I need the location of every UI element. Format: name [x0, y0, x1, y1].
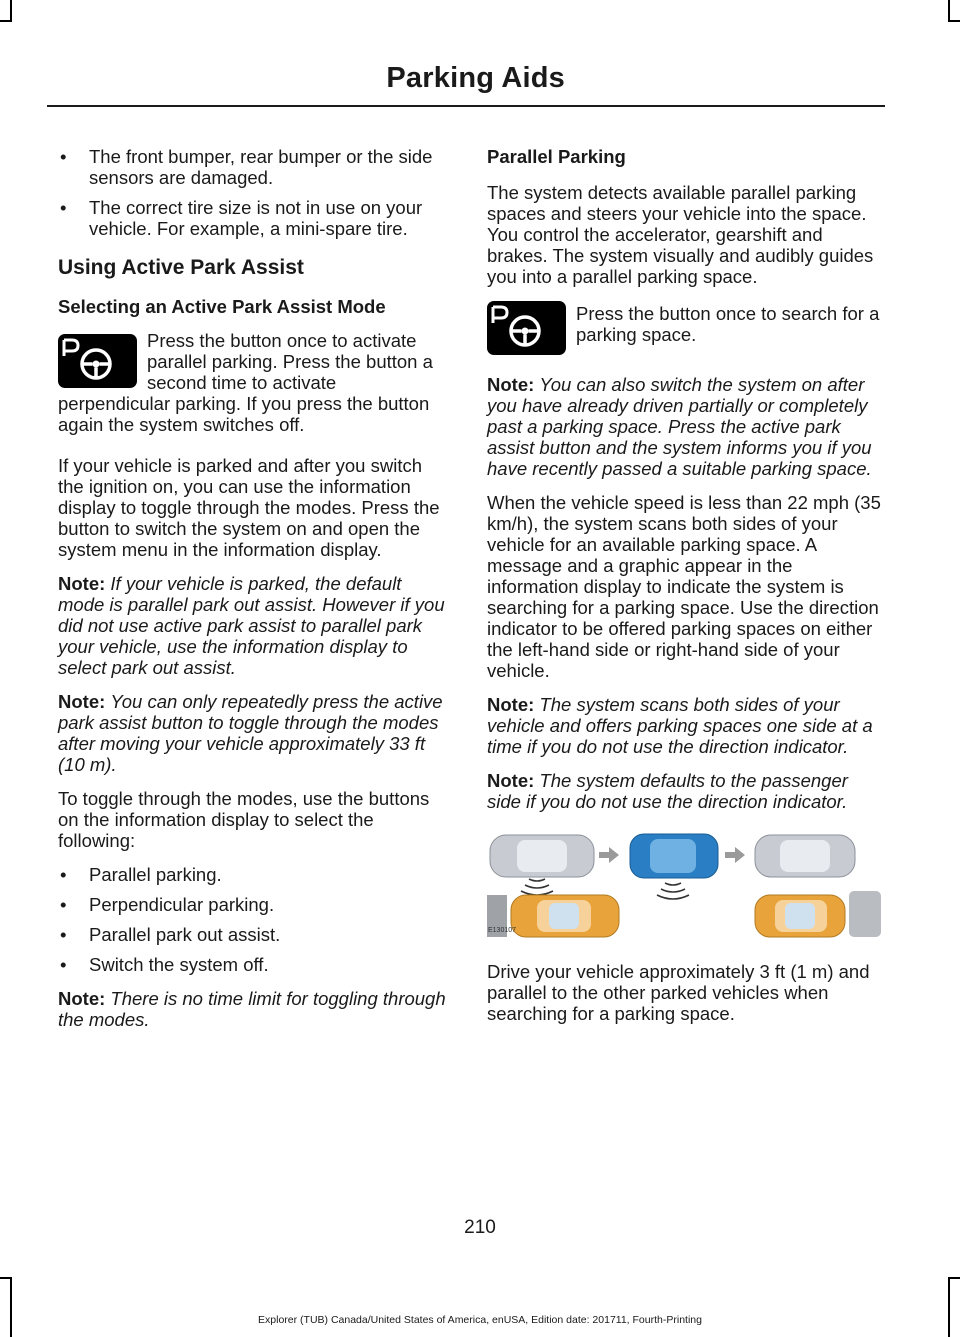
crop-mark: [0, 20, 12, 22]
list-item: • Switch the system off.: [60, 954, 269, 975]
note: Note: You can also switch the system on after you have already driven partially or completely past a parking space. Press the active park assist button and the system informs you if you have recently passed a suitable parking space.: [487, 374, 872, 479]
crop-mark: [10, 1277, 12, 1337]
subsection-heading: Selecting an Active Park Assist Mode: [58, 296, 386, 317]
page-number: 210: [464, 1217, 496, 1238]
paragraph: If your vehicle is parked and after you switch the ignition on, you can use the information display to toggle through the modes. Press the button to switch the system on and open the system menu in the information display.: [58, 455, 440, 560]
car-grey-left: [490, 835, 594, 877]
icon-paragraph: Press the button once to search for a parking space.: [487, 303, 882, 361]
list-item: • Perpendicular parking.: [60, 894, 275, 915]
note: Note: You can only repeatedly press the active park assist button to toggle through the modes after moving your vehicle approximately 33 ft (10 m).: [58, 691, 443, 775]
paragraph: Drive your vehicle approximately 3 ft (1 m) and parallel to the other parked vehicles when searching for a parking space.: [487, 961, 870, 1024]
right-column: [487, 146, 882, 1037]
parked-object: [849, 891, 881, 937]
paragraph: To toggle through the modes, use the buttons on the information display to select the following:: [58, 788, 430, 851]
list-item: • The front bumper, rear bumper or the side sensors are damaged.: [60, 146, 433, 188]
crop-mark: [0, 1277, 12, 1279]
page-title: Parking Aids: [386, 62, 565, 94]
car-orange-right: [755, 895, 845, 937]
list-item: • Parallel park out assist.: [60, 924, 281, 945]
section-heading: Using Active Park Assist: [58, 256, 304, 279]
footer-text: Explorer (TUB) Canada/United States of America, enUSA, Edition date: 201711, Fourth-Printing: [258, 1314, 702, 1326]
paragraph: The system detects available parallel parking spaces and steers your vehicle into the space. You control the accelerator, gearshift and brakes. The system visually and audibly guides you into a parallel parking space.: [487, 182, 874, 287]
crop-mark: [948, 1277, 950, 1337]
note: Note: The system scans both sides of your vehicle and offers parking spaces one side at a time if you do not use the direction indicator.: [487, 694, 873, 757]
crop-mark: [948, 20, 960, 22]
car-grey-right: [755, 835, 855, 877]
parking-diagram: [487, 825, 881, 943]
crop-mark: [10, 0, 12, 22]
paragraph: When the vehicle speed is less than 22 mph (35 km/h), the system scans both sides of your vehicle for an available parking space. A message and a graphic appear in the information display to indicate the system is searching for a parking space. Use the direction indicator to be offered parking spaces on either the left-hand side or right-hand side of your vehicle.: [487, 492, 881, 681]
car-blue: [630, 834, 718, 878]
list-item: • Parallel parking.: [60, 864, 222, 885]
left-column: [58, 146, 448, 1043]
arrow-right-icon: [599, 847, 619, 863]
note: Note: The system defaults to the passenger side if you do not use the direction indicator.: [487, 770, 848, 812]
list-item: • The correct tire size is not in use on your vehicle. For example, a mini-spare tire.: [60, 197, 423, 239]
figure-code: E130107: [488, 927, 517, 934]
car-orange-left: [511, 895, 619, 937]
crop-mark: [948, 1277, 960, 1279]
parallel-parking-illustration: [487, 825, 881, 943]
note: Note: If your vehicle is parked, the default mode is parallel park out assist. However if you did not use active park assist to parallel park your vehicle, use the information display to select park out assist.: [58, 573, 445, 678]
section-heading: Parallel Parking: [487, 146, 626, 167]
icon-paragraph: Press the button once to activate parallel parking. Press the button a second time to activate perpendicular parking. If you press the button again the system switches off.: [58, 330, 433, 435]
crop-mark: [948, 0, 950, 22]
park-assist-icon: [58, 334, 137, 388]
arrow-right-icon: [725, 847, 745, 863]
note: Note: There is no time limit for toggling through the modes.: [58, 988, 446, 1030]
header-rule: [47, 105, 885, 107]
park-assist-icon: [487, 301, 566, 355]
